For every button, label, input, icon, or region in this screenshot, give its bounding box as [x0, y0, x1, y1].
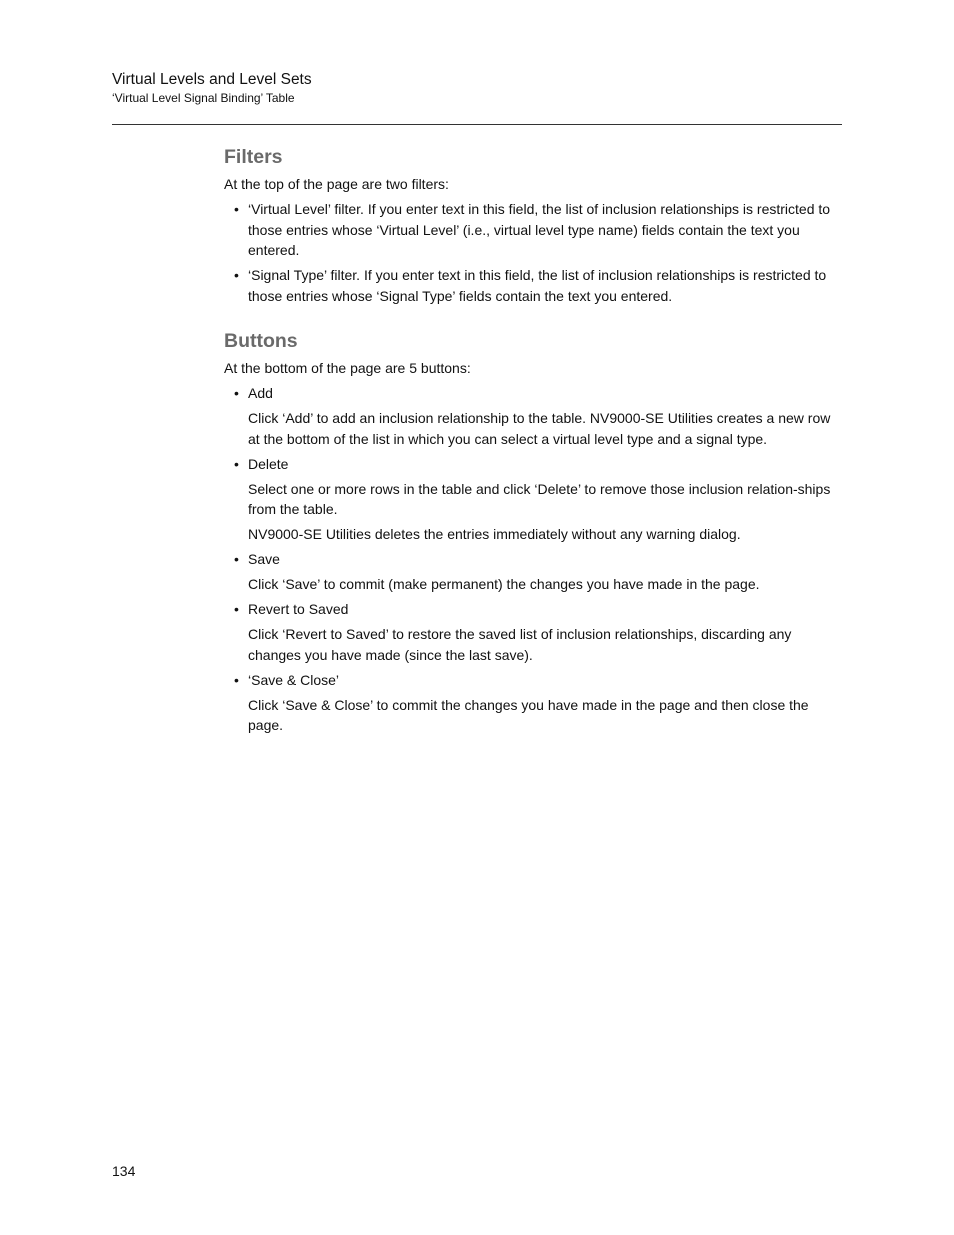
delete-note: NV9000-SE Utilities deletes the entries immediately without any warning dialog.: [248, 526, 741, 542]
save-description: Click ‘Save’ to commit (make permanent) the changes you have made in the page.: [248, 576, 760, 592]
filters-intro: At the top of the page are two filters:: [224, 176, 449, 192]
header-divider: [112, 124, 842, 125]
page-number: 134: [112, 1163, 136, 1179]
section-title: ‘Virtual Level Signal Binding’ Table: [112, 91, 295, 105]
filters-heading: Filters: [224, 146, 283, 168]
page-content: [224, 144, 842, 740]
chapter-title: Virtual Levels and Level Sets: [112, 71, 312, 88]
revert-description: Click ‘Revert to Saved’ to restore the saved list of inclusion relationships, discarding any changes you have made (since the last save).: [248, 626, 792, 663]
list-item: • ‘Virtual Level’ filter. If you enter text in this field, the list of inclusion relationships is restricted to those entries whose ‘Virtual Level’ (i.e., virtual level type name) fields contain the text you entered.: [224, 199, 842, 261]
list-item-add: • Add: [224, 383, 842, 404]
filters-list: [224, 199, 842, 306]
save-close-description: Click ‘Save & Close’ to commit the changes you have made in the page and then close the page.: [248, 696, 809, 733]
delete-description: Select one or more rows in the table and click ‘Delete’ to remove those inclusion relation-ships from the table.: [248, 480, 831, 517]
list-item-save: • Save: [224, 549, 842, 570]
list-item-delete: • Delete: [224, 454, 842, 475]
running-header: [112, 70, 842, 107]
list-item-save-close: • ‘Save & Close’: [224, 670, 842, 691]
buttons-heading: Buttons: [224, 330, 298, 352]
buttons-intro: At the bottom of the page are 5 buttons:: [224, 360, 471, 376]
buttons-list: [224, 383, 842, 736]
list-item-revert: • Revert to Saved: [224, 599, 842, 620]
add-description: Click ‘Add’ to add an inclusion relationship to the table. NV9000-SE Utilities creates a new row at the bottom of the list in which you can select a virtual level type and a signal type.: [248, 410, 831, 447]
list-item: • ‘Signal Type’ filter. If you enter text in this field, the list of inclusion relationships is restricted to those entries whose ‘Signal Type’ fields contain the text you entered.: [224, 265, 842, 306]
